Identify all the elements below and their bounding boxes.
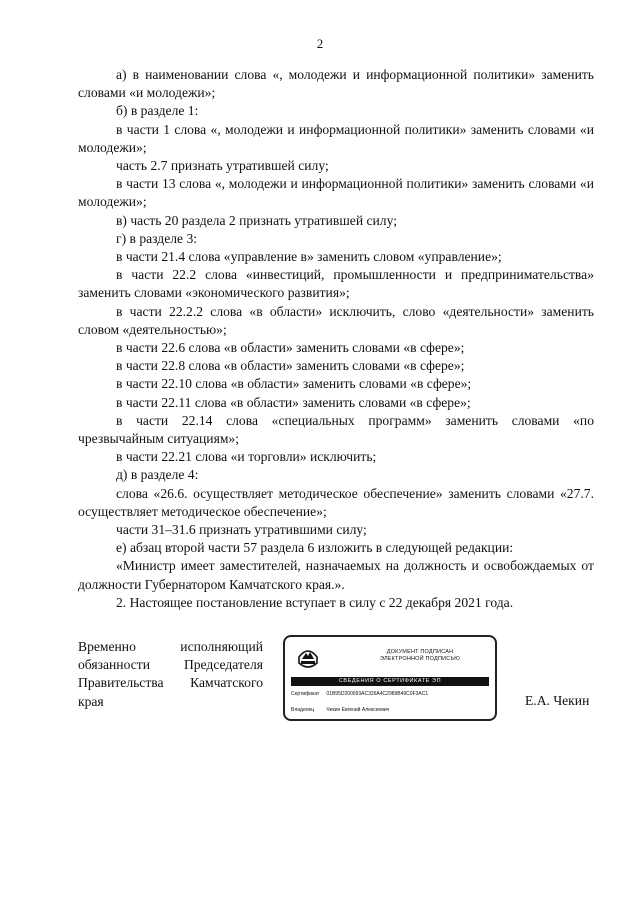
paragraph: е) абзац второй части 57 раздела 6 изложить в следующей редакции: bbox=[116, 540, 514, 556]
paragraph: в части 22.11 слова «в области» заменить словами «в сфере»; bbox=[116, 394, 471, 410]
paragraph: в части 1 слова «, молодежи и информационной политики» заменить словами «и молодежи»; bbox=[78, 121, 594, 155]
paragraph: 2. Настоящее постановление вступает в силу с 22 декабря 2021 года. bbox=[116, 594, 514, 610]
document-body bbox=[78, 66, 594, 612]
paragraph: в части 22.6 слова «в области» заменить словами «в сфере»; bbox=[116, 340, 465, 356]
paragraph: в части 22.2.2 слова «в области» исключить, слово «деятельности» заменить словом «деятельностью»; bbox=[78, 303, 594, 337]
paragraph: в части 21.4 слова «управление в» заменить словом «управление»; bbox=[116, 249, 502, 265]
signatory-title-line: края bbox=[78, 693, 104, 709]
stamp-owner-row bbox=[291, 707, 389, 714]
paragraph: в части 22.10 слова «в области» заменить словами «в сфере»; bbox=[116, 376, 472, 392]
electronic-signature-stamp bbox=[283, 635, 497, 721]
stamp-certificate-row bbox=[291, 691, 428, 698]
signatory-name: Е.А. Чекин bbox=[525, 693, 590, 708]
stamp-header: ДОКУМЕНТ ПОДПИСАН ЭЛЕКТРОННОЙ ПОДПИСЬЮ bbox=[379, 649, 461, 662]
signatory-title bbox=[78, 638, 263, 711]
paragraph: в части 22.14 слова «специальных программ» заменить словами «по чрезвычайным ситуациям»; bbox=[78, 412, 594, 447]
signatory-title-line: Временно исполняющий bbox=[78, 639, 263, 654]
paragraph: часть 2.7 признать утратившей силу; bbox=[116, 158, 329, 174]
page-number: 2 bbox=[316, 36, 324, 51]
stamp-certificate-bar: СВЕДЕНИЯ О СЕРТИФИКАТЕ ЭП bbox=[291, 677, 489, 686]
paragraph: в части 22.21 слова «и торговли» исключить; bbox=[116, 449, 377, 465]
paragraph: слова «26.6. осуществляет методическое обеспечение» заменить словами «27.7. осуществляет методическое обеспечение»; bbox=[78, 485, 594, 519]
paragraph: д) в разделе 4: bbox=[116, 467, 199, 483]
stamp-cert-value: 01B95D200093AC326A4C2989B49C0F3AC1 bbox=[326, 691, 429, 697]
paragraph: «Министр имеет заместителей, назначаемых на должность и освобождаемых от должности Губернатором Камчатского края.». bbox=[78, 558, 594, 592]
paragraph: части 31–31.6 признать утратившими силу; bbox=[116, 522, 367, 538]
stamp-owner-value: Чекин Евгений Алексеевич bbox=[326, 707, 390, 713]
signatory-title-line: Правительства Камчатского bbox=[78, 675, 263, 691]
paragraph: в) часть 20 раздела 2 признать утратившей силу; bbox=[116, 212, 397, 228]
signatory-title-line: обязанности Председателя bbox=[78, 657, 263, 673]
paragraph: б) в разделе 1: bbox=[116, 103, 199, 119]
paragraph: а) в наименовании слова «, молодежи и информационной политики» заменить словами «и молодежи»; bbox=[78, 67, 594, 101]
paragraph: в части 22.8 слова «в области» заменить словами «в сфере»; bbox=[116, 358, 465, 374]
paragraph: в части 22.2 слова «инвестиций, промышленности и предпринимательства» заменить словами «экономического развития»; bbox=[78, 267, 594, 301]
stamp-cert-label: Сертификат bbox=[291, 691, 320, 697]
paragraph: в части 13 слова «, молодежи и информационной политики» заменить словами «и молодежи»; bbox=[78, 176, 594, 210]
stamp-owner-label: Владелец bbox=[291, 707, 315, 713]
paragraph: г) в разделе 3: bbox=[116, 230, 198, 246]
coat-of-arms-icon bbox=[295, 643, 321, 673]
